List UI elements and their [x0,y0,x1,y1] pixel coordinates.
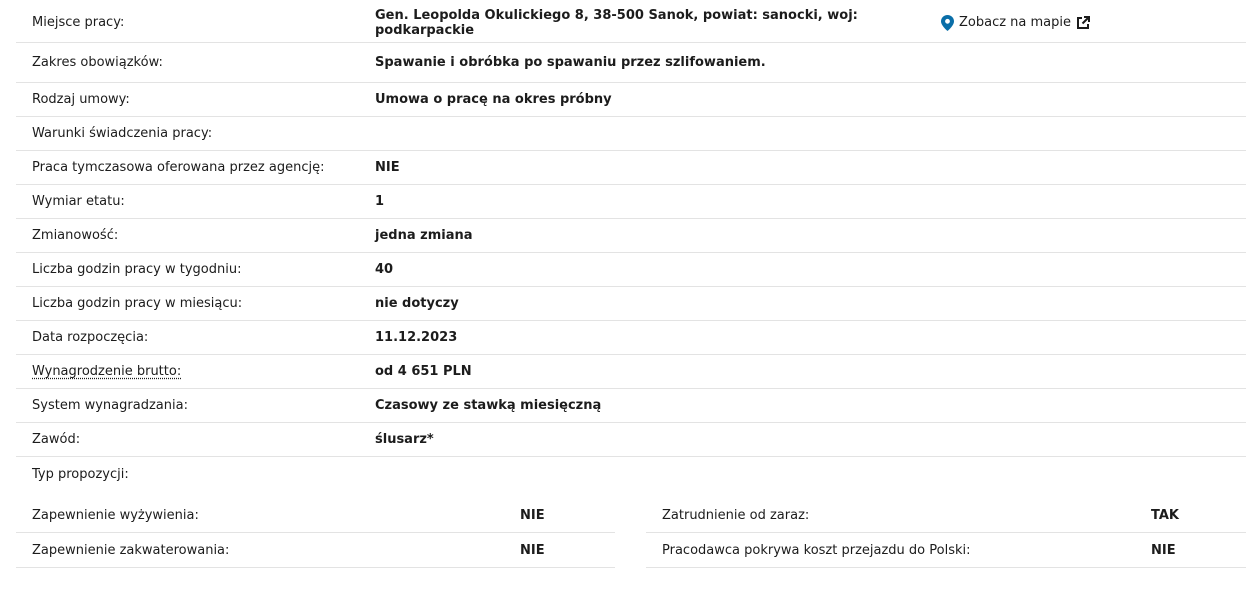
detail-label: Warunki świadczenia pracy: [32,126,213,141]
extras-value: NIE [520,542,545,558]
detail-value: ślusarz* [375,432,434,447]
gross-salary-tooltip-trigger[interactable]: Wynagrodzenie brutto: [32,364,182,379]
detail-label: Liczba godzin pracy w tygodniu: [32,262,242,277]
detail-value: Spawanie i obróbka po spawaniu przez szlifowaniem. [375,55,766,70]
detail-label: Zawód: [32,432,81,447]
detail-row-shifts [16,219,1246,253]
detail-value: NIE [375,160,400,175]
extras-label: Zatrudnienie od zaraz: [662,507,810,523]
detail-row-profession [16,423,1246,457]
detail-label: Miejsce pracy: [32,15,125,30]
details-table [16,3,1246,491]
detail-value: 40 [375,262,394,277]
detail-row-proposal-type [16,457,1246,491]
extras-label: Pracodawca pokrywa koszt przejazdu do Polski: [662,542,971,558]
see-on-map-label: Zobacz na mapie [959,15,1072,30]
detail-label: Wymiar etatu: [32,194,125,209]
detail-label: Rodzaj umowy: [32,92,130,107]
detail-value: Czasowy ze stawką miesięczną [375,398,602,413]
detail-value: jedna zmiana [375,228,473,243]
extras-value: NIE [520,507,545,523]
detail-row-monthly-hours [16,287,1246,321]
detail-row-start-date [16,321,1246,355]
detail-value: 1 [375,194,385,209]
detail-label: System wynagradzania: [32,398,188,413]
detail-label: Liczba godzin pracy w miesiącu: [32,296,243,311]
workplace-address: Gen. Leopolda Okulickiego 8, 38-500 Sanok, powiat: sanocki, woj: podkarpackie [375,7,858,38]
detail-row-pay-system [16,389,1246,423]
detail-value: od 4 651 PLN [375,364,472,379]
extras-label: Zapewnienie zakwaterowania: [32,542,230,558]
map-pin-icon [941,15,954,31]
detail-row-contract-type [16,83,1246,117]
extras-row-immediate-start [646,498,1246,533]
extras-value: NIE [1151,542,1176,558]
see-on-map-link[interactable] [941,15,1090,31]
detail-value: Umowa o pracę na okres próbny [375,92,612,107]
detail-row-working-time [16,185,1246,219]
extras-label: Zapewnienie wyżywienia: [32,507,199,523]
detail-label [16,364,375,379]
detail-row-gross-salary [16,355,1246,389]
detail-label: Typ propozycji: [32,466,129,482]
detail-label: Zakres obowiązków: [32,55,163,70]
detail-label: Praca tymczasowa oferowana przez agencję: [32,160,325,175]
external-link-icon [1076,16,1090,30]
extras-left-column [16,498,615,568]
detail-value: nie dotyczy [375,296,459,311]
extras-row-travel-cost [646,533,1246,568]
detail-label: Zmianowość: [32,228,119,243]
detail-value: 11.12.2023 [375,330,458,345]
extras-row-accommodation [16,533,615,568]
detail-row-temporary-agency [16,151,1246,185]
extras-row-meals [16,498,615,533]
extras-value: TAK [1151,507,1179,523]
detail-row-workplace [16,3,1246,43]
extras-right-column [646,498,1246,568]
detail-row-weekly-hours [16,253,1246,287]
detail-row-duties [16,43,1246,83]
detail-row-work-conditions [16,117,1246,151]
detail-label: Data rozpoczęcia: [32,330,149,345]
